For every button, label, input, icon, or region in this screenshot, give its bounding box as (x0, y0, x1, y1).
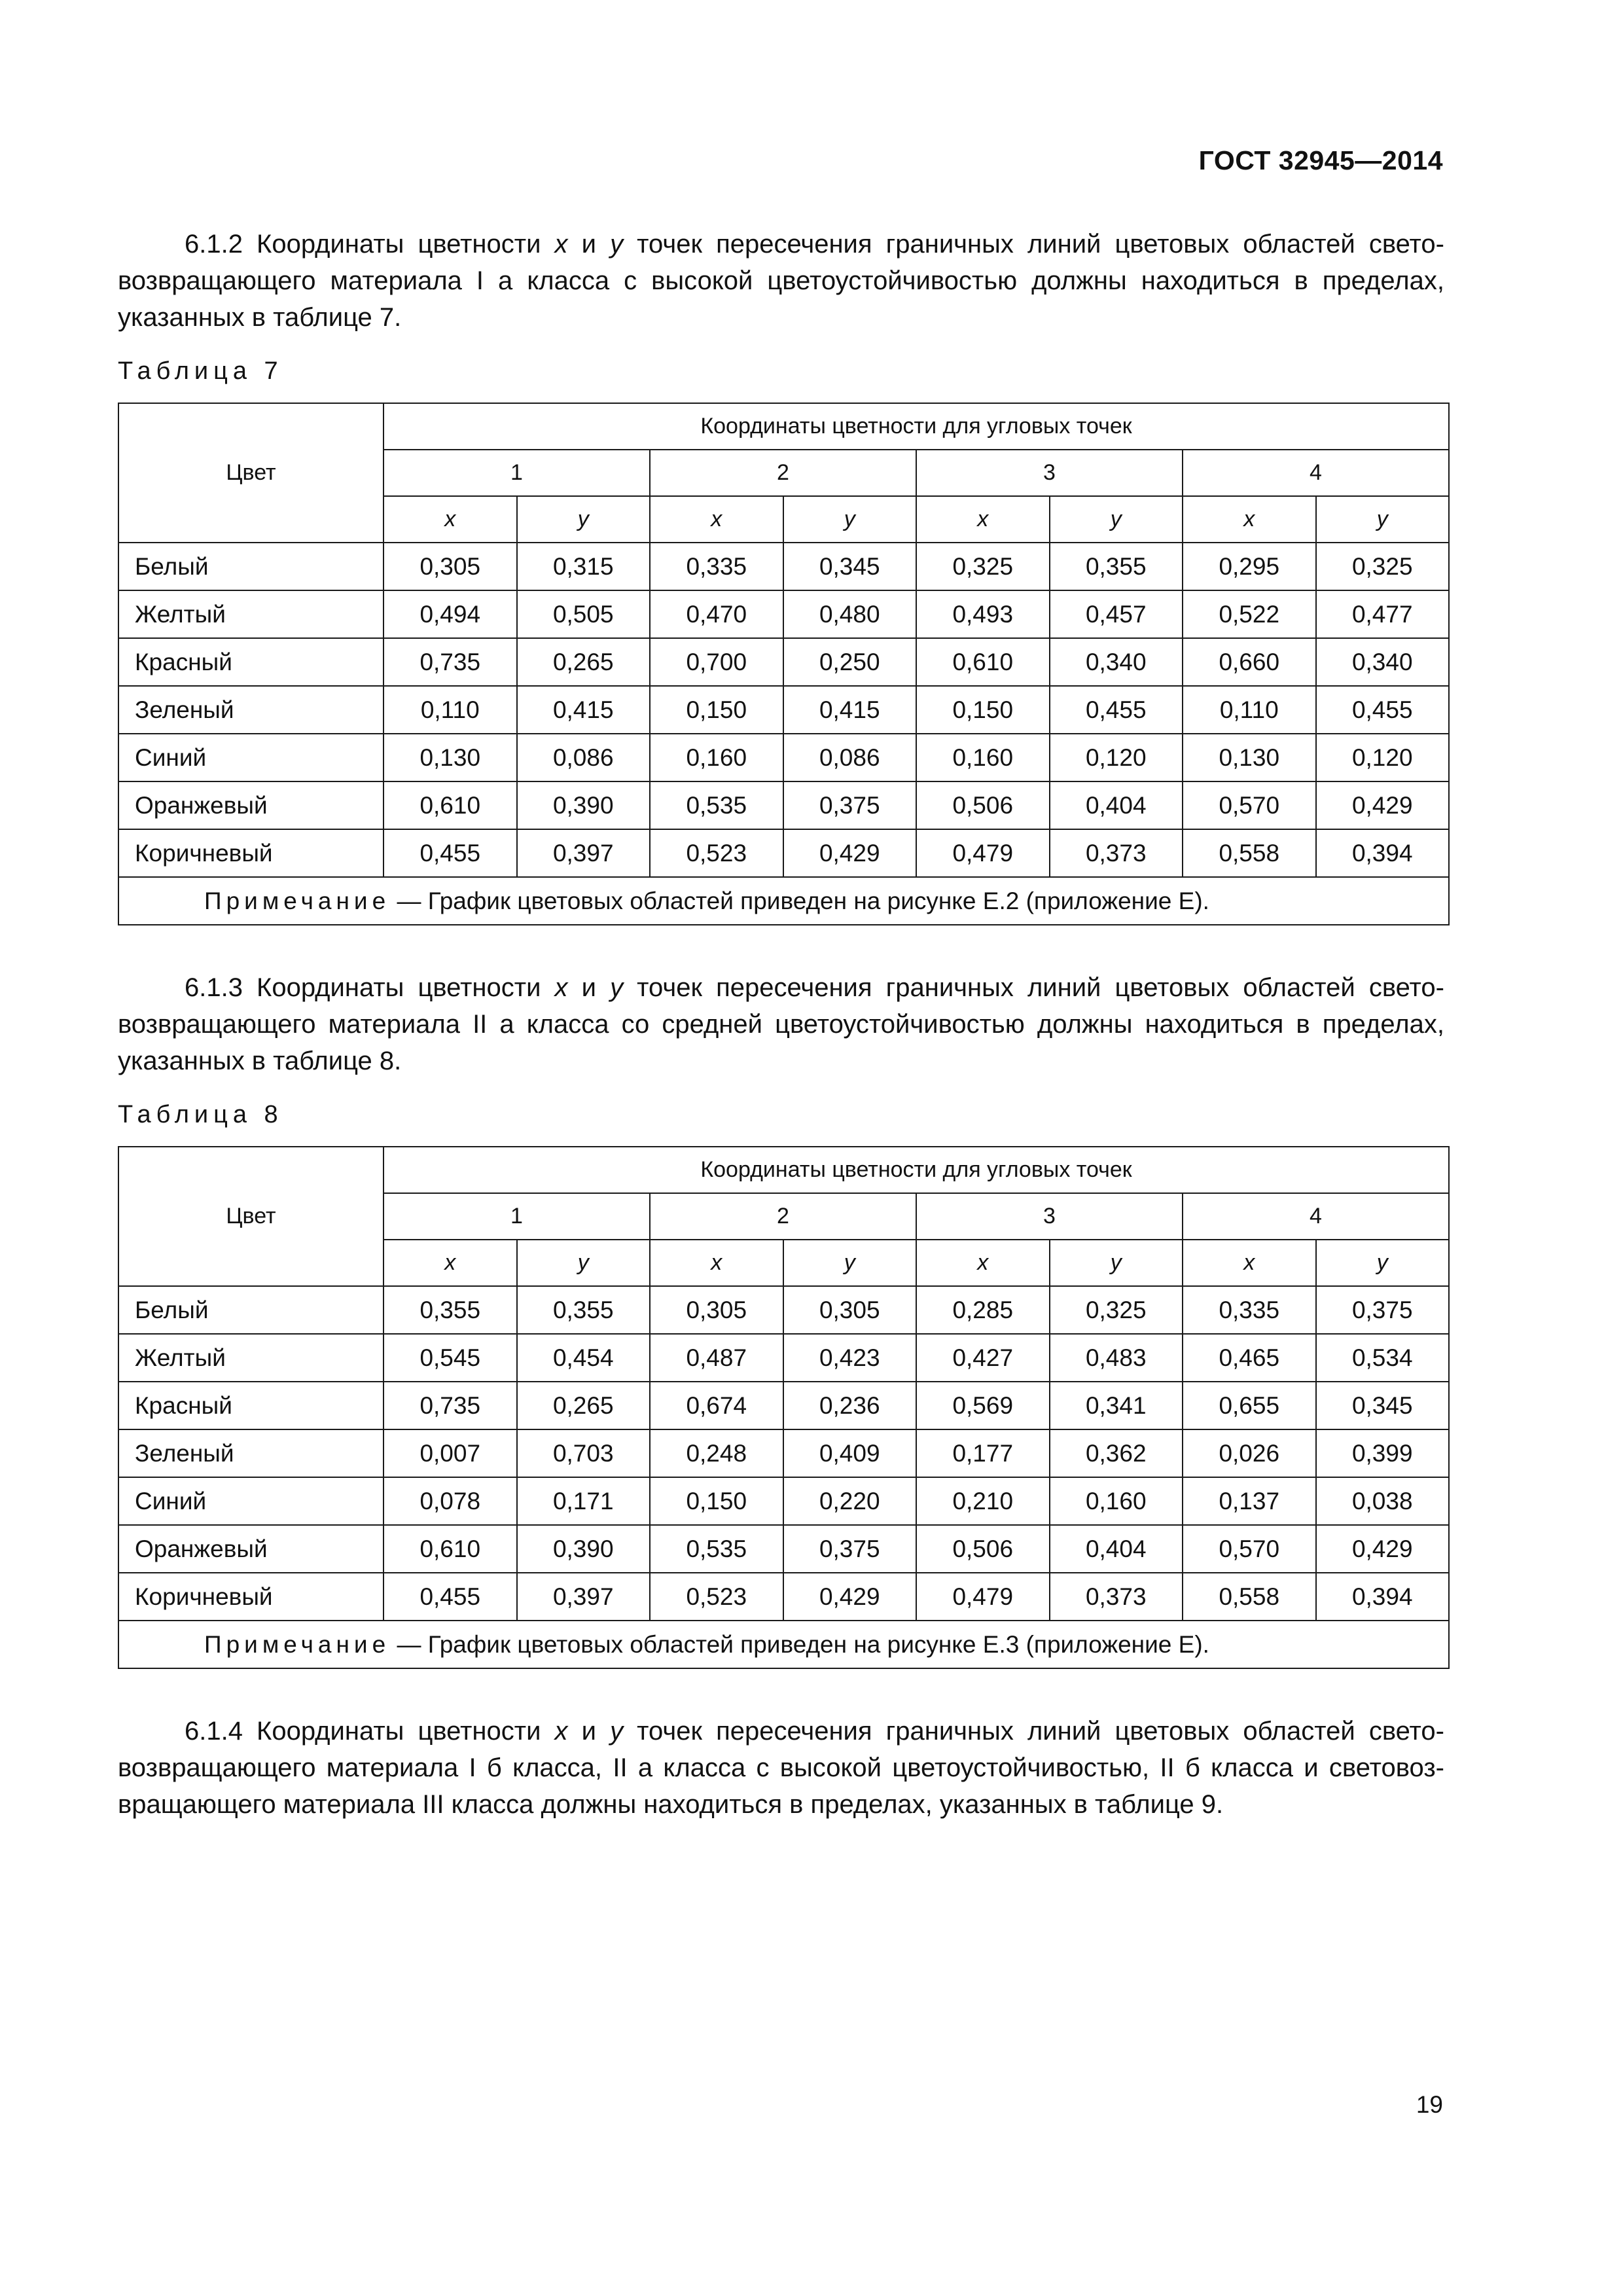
coordinate-cell: 0,038 (1316, 1477, 1450, 1525)
coordinate-cell: 0,373 (1050, 1573, 1183, 1621)
coordinate-cell: 0,150 (916, 686, 1050, 734)
coordinate-cell: 0,570 (1183, 781, 1316, 829)
coordinate-cell: 0,265 (517, 1382, 651, 1429)
coordinate-cell: 0,375 (1316, 1286, 1450, 1334)
coordinate-cell: 0,404 (1050, 1525, 1183, 1573)
coordinate-cell: 0,545 (383, 1334, 517, 1382)
table-note-row (118, 877, 1449, 925)
coordinate-cell: 0,454 (517, 1334, 651, 1382)
coordinate-cell: 0,110 (1183, 686, 1316, 734)
coordinate-cell: 0,248 (650, 1429, 783, 1477)
coordinate-cell: 0,177 (916, 1429, 1050, 1477)
coordinate-cell: 0,086 (517, 734, 651, 781)
table-row (118, 638, 1449, 686)
coordinate-cell: 0,429 (1316, 781, 1450, 829)
coordinate-cell: 0,325 (1050, 1286, 1183, 1334)
color-name: Синий (118, 734, 383, 781)
axis-label: y (783, 1240, 917, 1286)
table-note (118, 877, 1449, 925)
coordinate-cell: 0,558 (1183, 1573, 1316, 1621)
coordinate-cell: 0,390 (517, 1525, 651, 1573)
table-row (118, 1525, 1449, 1573)
coordinate-cell: 0,399 (1316, 1429, 1450, 1477)
note-label: Примечание (204, 887, 391, 914)
coordinate-cell: 0,735 (383, 1382, 517, 1429)
paragraph-line: 6.1.3 Координаты цветности x и y точек пересечения граничных линий цветовых областей свето- (185, 973, 1444, 1002)
coordinate-cell: 0,429 (1316, 1525, 1450, 1573)
axis-label: y (1050, 496, 1183, 543)
coordinate-cell: 0,465 (1183, 1334, 1316, 1382)
coordinate-cell: 0,506 (916, 1525, 1050, 1573)
coordinate-cell: 0,487 (650, 1334, 783, 1382)
coordinate-cell: 0,160 (916, 734, 1050, 781)
coordinate-cell: 0,160 (1050, 1477, 1183, 1525)
coordinate-cell: 0,373 (1050, 829, 1183, 877)
table-note-row (118, 1621, 1449, 1668)
paragraph-6-1-3 (118, 969, 1444, 1079)
coordinate-cell: 0,423 (783, 1334, 917, 1382)
color-name: Белый (118, 1286, 383, 1334)
coordinate-cell: 0,325 (1316, 543, 1450, 590)
coordinate-cell: 0,493 (916, 590, 1050, 638)
coordinate-cell: 0,457 (1050, 590, 1183, 638)
color-name: Коричневый (118, 829, 383, 877)
coordinate-cell: 0,479 (916, 1573, 1050, 1621)
coordinate-cell: 0,110 (383, 686, 517, 734)
axis-label: y (1050, 1240, 1183, 1286)
coordinate-cell: 0,674 (650, 1382, 783, 1429)
color-name: Синий (118, 1477, 383, 1525)
coordinate-cell: 0,505 (517, 590, 651, 638)
table-row (118, 590, 1449, 638)
coordinate-cell: 0,700 (650, 638, 783, 686)
table-8 (118, 1146, 1450, 1669)
header-point: 4 (1183, 1193, 1449, 1240)
header-color: Цвет (118, 1147, 383, 1286)
coordinate-cell: 0,404 (1050, 781, 1183, 829)
coordinate-cell: 0,315 (517, 543, 651, 590)
table-row (118, 829, 1449, 877)
coordinate-cell: 0,415 (783, 686, 917, 734)
coordinate-cell: 0,660 (1183, 638, 1316, 686)
header-point: 3 (916, 450, 1183, 496)
color-name: Оранжевый (118, 781, 383, 829)
coordinate-cell: 0,610 (383, 781, 517, 829)
coordinate-cell: 0,735 (383, 638, 517, 686)
coordinate-cell: 0,335 (1183, 1286, 1316, 1334)
header-color: Цвет (118, 403, 383, 543)
coordinate-cell: 0,120 (1050, 734, 1183, 781)
axis-label: x (916, 1240, 1050, 1286)
coordinate-cell: 0,455 (383, 829, 517, 877)
coordinate-cell: 0,569 (916, 1382, 1050, 1429)
coordinate-cell: 0,390 (517, 781, 651, 829)
table-row (118, 1429, 1449, 1477)
coordinate-cell: 0,130 (383, 734, 517, 781)
header-point: 1 (383, 450, 650, 496)
coordinate-cell: 0,610 (383, 1525, 517, 1573)
coordinate-cell: 0,375 (783, 1525, 917, 1573)
note-text: — График цветовых областей приведен на рисунке Е.2 (приложение Е). (390, 887, 1209, 914)
coordinate-cell: 0,171 (517, 1477, 651, 1525)
coordinate-cell: 0,250 (783, 638, 917, 686)
coordinate-cell: 0,285 (916, 1286, 1050, 1334)
coordinate-cell: 0,534 (1316, 1334, 1450, 1382)
coordinate-cell: 0,130 (1183, 734, 1316, 781)
paragraph-line: возвращающего материала I а класса с высокой цветоустойчивостью должны находиться в пределах, (118, 266, 1444, 295)
coordinate-cell: 0,429 (783, 829, 917, 877)
coordinate-cell: 0,220 (783, 1477, 917, 1525)
coordinate-cell: 0,455 (1316, 686, 1450, 734)
table-row (118, 1573, 1449, 1621)
table-row (118, 1477, 1449, 1525)
coordinate-cell: 0,415 (517, 686, 651, 734)
coordinate-cell: 0,477 (1316, 590, 1450, 638)
coordinate-cell: 0,265 (517, 638, 651, 686)
coordinate-cell: 0,494 (383, 590, 517, 638)
header-coordinates: Координаты цветности для угловых точек (383, 403, 1449, 450)
coordinate-cell: 0,345 (1316, 1382, 1450, 1429)
coordinate-cell: 0,409 (783, 1429, 917, 1477)
document-header: ГОСТ 32945—2014 (1198, 145, 1443, 175)
color-name: Белый (118, 543, 383, 590)
coordinate-cell: 0,305 (783, 1286, 917, 1334)
color-name: Оранжевый (118, 1525, 383, 1573)
header-point: 1 (383, 1193, 650, 1240)
coordinate-cell: 0,086 (783, 734, 917, 781)
coordinate-cell: 0,355 (1050, 543, 1183, 590)
table-row (118, 686, 1449, 734)
page-number: 19 (1416, 2091, 1443, 2118)
coordinate-cell: 0,455 (383, 1573, 517, 1621)
coordinate-cell: 0,655 (1183, 1382, 1316, 1429)
header-point: 4 (1183, 450, 1449, 496)
table-row (118, 543, 1449, 590)
axis-label: y (783, 496, 917, 543)
axis-label: x (1183, 496, 1316, 543)
color-name: Желтый (118, 1334, 383, 1382)
coordinate-cell: 0,340 (1050, 638, 1183, 686)
color-name: Желтый (118, 590, 383, 638)
coordinate-cell: 0,610 (916, 638, 1050, 686)
coordinate-cell: 0,703 (517, 1429, 651, 1477)
coordinate-cell: 0,355 (517, 1286, 651, 1334)
axis-label: y (1316, 1240, 1450, 1286)
coordinate-cell: 0,483 (1050, 1334, 1183, 1382)
header-coordinates: Координаты цветности для угловых точек (383, 1147, 1449, 1193)
coordinate-cell: 0,394 (1316, 829, 1450, 877)
axis-label: x (650, 1240, 783, 1286)
color-name: Красный (118, 638, 383, 686)
coordinate-cell: 0,523 (650, 829, 783, 877)
coordinate-cell: 0,470 (650, 590, 783, 638)
coordinate-cell: 0,397 (517, 829, 651, 877)
table-row (118, 781, 1449, 829)
axis-label: y (517, 1240, 651, 1286)
paragraph-line: указанных в таблице 8. (118, 1047, 402, 1075)
axis-label: x (916, 496, 1050, 543)
coordinate-cell: 0,375 (783, 781, 917, 829)
coordinate-cell: 0,236 (783, 1382, 917, 1429)
header-point: 2 (650, 450, 916, 496)
axis-label: y (517, 496, 651, 543)
color-name: Зеленый (118, 686, 383, 734)
table-7 (118, 403, 1450, 925)
axis-label: x (383, 496, 517, 543)
coordinate-cell: 0,341 (1050, 1382, 1183, 1429)
coordinate-cell: 0,295 (1183, 543, 1316, 590)
coordinate-cell: 0,506 (916, 781, 1050, 829)
table-7-caption: Таблица 7 (118, 357, 283, 385)
color-name: Зеленый (118, 1429, 383, 1477)
paragraph-line: 6.1.4 Координаты цветности x и y точек пересечения граничных линий цветовых областей свето- (185, 1717, 1444, 1746)
coordinate-cell: 0,479 (916, 829, 1050, 877)
coordinate-cell: 0,570 (1183, 1525, 1316, 1573)
coordinate-cell: 0,523 (650, 1573, 783, 1621)
header-point: 2 (650, 1193, 916, 1240)
coordinate-cell: 0,305 (383, 543, 517, 590)
coordinate-cell: 0,480 (783, 590, 917, 638)
table-row (118, 1334, 1449, 1382)
table-row (118, 1286, 1449, 1334)
header-point: 3 (916, 1193, 1183, 1240)
table-note (118, 1621, 1449, 1668)
coordinate-cell: 0,345 (783, 543, 917, 590)
axis-label: x (650, 496, 783, 543)
coordinate-cell: 0,078 (383, 1477, 517, 1525)
coordinate-cell: 0,007 (383, 1429, 517, 1477)
axis-label: x (383, 1240, 517, 1286)
coordinate-cell: 0,026 (1183, 1429, 1316, 1477)
coordinate-cell: 0,340 (1316, 638, 1450, 686)
paragraph-6-1-4 (118, 1713, 1444, 1823)
coordinate-cell: 0,558 (1183, 829, 1316, 877)
paragraph-line: вращающего материала III класса должны находиться в пределах, указанных в таблице 9. (118, 1790, 1224, 1819)
coordinate-cell: 0,427 (916, 1334, 1050, 1382)
coordinate-cell: 0,120 (1316, 734, 1450, 781)
color-name: Красный (118, 1382, 383, 1429)
coordinate-cell: 0,137 (1183, 1477, 1316, 1525)
paragraph-line: возвращающего материала II а класса со средней цветоустойчивостью должны находиться в пределах, (118, 1010, 1444, 1039)
coordinate-cell: 0,429 (783, 1573, 917, 1621)
coordinate-cell: 0,397 (517, 1573, 651, 1621)
table-row (118, 1382, 1449, 1429)
coordinate-cell: 0,355 (383, 1286, 517, 1334)
coordinate-cell: 0,362 (1050, 1429, 1183, 1477)
coordinate-cell: 0,150 (650, 1477, 783, 1525)
axis-label: y (1316, 496, 1450, 543)
coordinate-cell: 0,455 (1050, 686, 1183, 734)
coordinate-cell: 0,394 (1316, 1573, 1450, 1621)
table-row (118, 734, 1449, 781)
coordinate-cell: 0,210 (916, 1477, 1050, 1525)
paragraph-line: возвращающего материала I б класса, II а класса с высокой цветоустойчивостью, II б класса и световоз- (118, 1753, 1444, 1782)
paragraph-6-1-2 (118, 226, 1444, 336)
axis-label: x (1183, 1240, 1316, 1286)
coordinate-cell: 0,522 (1183, 590, 1316, 638)
coordinate-cell: 0,535 (650, 781, 783, 829)
color-name: Коричневый (118, 1573, 383, 1621)
coordinate-cell: 0,305 (650, 1286, 783, 1334)
paragraph-line: 6.1.2 Координаты цветности x и y точек пересечения граничных линий цветовых областей свето- (185, 230, 1444, 259)
note-text: — График цветовых областей приведен на рисунке Е.3 (приложение Е). (390, 1630, 1209, 1658)
coordinate-cell: 0,325 (916, 543, 1050, 590)
paragraph-line: указанных в таблице 7. (118, 303, 402, 332)
coordinate-cell: 0,335 (650, 543, 783, 590)
table-8-caption: Таблица 8 (118, 1101, 283, 1128)
coordinate-cell: 0,150 (650, 686, 783, 734)
coordinate-cell: 0,535 (650, 1525, 783, 1573)
coordinate-cell: 0,160 (650, 734, 783, 781)
note-label: Примечание (204, 1630, 391, 1658)
